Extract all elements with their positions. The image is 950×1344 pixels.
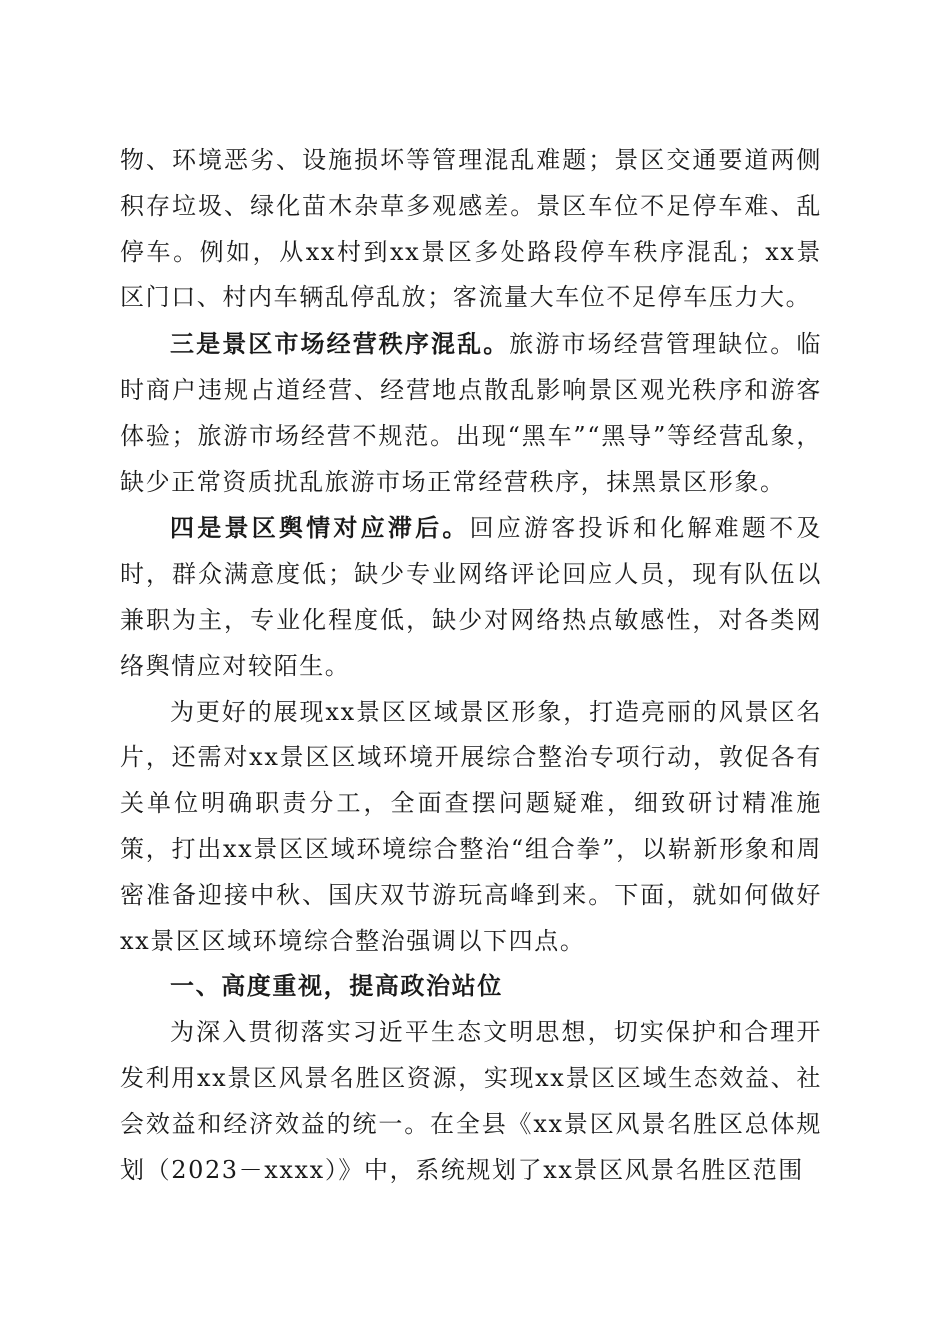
paragraph-body: 旅游市场经营管理缺位。临时商户违规占道经营、经营地点散乱影响景区观光秩序和游客体验；旅游市场经营不规范。出现“黑车”“黑导”等经营乱象，缺少正常资质扰乱旅游市场正常经营秩序，抹黑景区形象。 xyxy=(120,330,822,496)
paragraph xyxy=(120,505,822,689)
paragraph-lead: 四是景区舆情对应滞后。 xyxy=(170,513,470,543)
document-body xyxy=(120,138,822,1193)
paragraph-lead: 三是景区市场经营秩序混乱。 xyxy=(170,329,510,359)
paragraph: 为更好的展现xx景区区域景区形象，打造亮丽的风景区名片，还需对xx景区区域环境开展综合整治专项行动，敦促各有关单位明确职责分工，全面查摆问题疑难，细致研讨精准施策，打出xx景区区域环境综合整治“组合拳”，以崭新形象和周密准备迎接中秋、国庆双节游玩高峰到来。下面，就如何做好xx景区区域环境综合整治强调以下四点。 xyxy=(120,697,822,955)
paragraph: 为深入贯彻落实习近平生态文明思想，切实保护和合理开发利用xx景区风景名胜区资源，实现xx景区区域生态效益、社会效益和经济效益的统一。在全县《xx景区风景名胜区总体规划（2023－xxxx）》中，系统规划了xx景区风景名胜区范围 xyxy=(120,1018,822,1184)
section-heading: 一、高度重视，提高政治站位 xyxy=(170,972,503,1001)
paragraph xyxy=(120,321,822,505)
paragraph: 物、环境恶劣、设施损坏等管理混乱难题；景区交通要道两侧积存垃圾、绿化苗木杂草多观感差。景区车位不足停车难、乱停车。例如，从xx村到xx景区多处路段停车秩序混乱；xx景区门口、村内车辆乱停乱放；客流量大车位不足停车压力大。 xyxy=(120,146,822,312)
paragraph-body: 回应游客投诉和化解难题不及时，群众满意度低；缺少专业网络评论回应人员，现有队伍以兼职为主，专业化程度低，缺少对网络热点敏感性，对各类网络舆情应对较陌生。 xyxy=(120,514,822,680)
